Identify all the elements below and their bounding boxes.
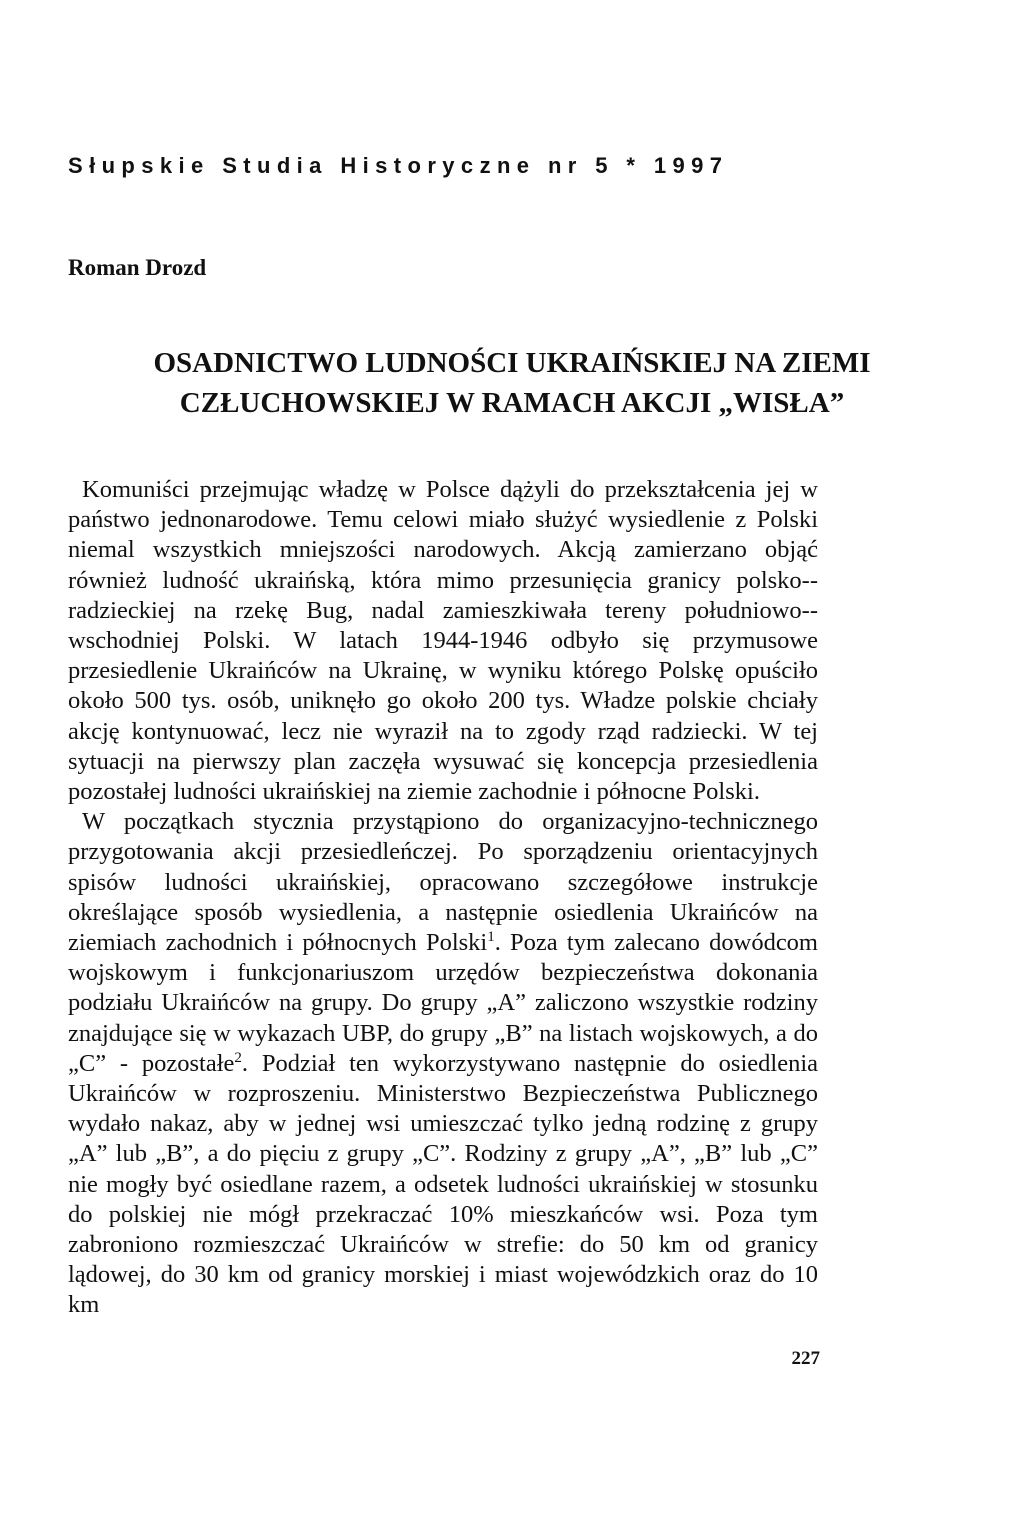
paragraph-2: [68, 807, 818, 1320]
journal-header: Słupskie Studia Historyczne nr 5 * 1997: [68, 153, 729, 178]
paragraph-1: Komuniści przejmując władzę w Polsce dążyli do przekształcenia jej w państwo jednonarodowe. Temu celowi miało służyć wysiedlenie z Polski niemal wszystkich mniejszości narodowych. Akcją zamierzano objąć również ludność ukraińską, która mimo przesunięcia granicy polsko--radzieckiej na rzekę Bug, nadal zamieszkiwała tereny południowo--wschodniej Polski. W latach 1944-1946 odbyło się przymusowe przesiedlenie Ukraińców na Ukrainę, w wyniku którego Polskę opuściło około 500 tys. osób, uniknęło go około 200 tys. Władze polskie chciały akcję kontynuować, lecz nie wyraził na to zgody rząd radziecki. W tej sytuacji na pierwszy plan zaczęła wysuwać się koncepcja przesiedlenia pozostałej ludności ukraińskiej na ziemie zachodnie i północne Polski.: [68, 476, 818, 806]
page-number: 227: [791, 1348, 820, 1369]
article-body: [68, 475, 818, 1321]
footnote-marker-2[interactable]: 2: [234, 1049, 242, 1066]
title-line-2: CZŁUCHOWSKIEJ W RAMACH AKCJI „WISŁA”: [179, 387, 845, 419]
footnote-marker-1[interactable]: 1: [487, 928, 495, 945]
paragraph-2-part-2: . Poza tym zalecano dowódcom wojskowym i funkcjonariuszom urzędów bezpieczeństwa dokonania podziału Ukraińców na grupy. Do grupy „A” zaliczono wszystkie rodziny znajdujące się w wykazach UBP, do grupy „B” na listach wojskowych, a do „C” - pozostałe: [68, 929, 818, 1077]
author-name: Roman Drozd: [68, 255, 207, 280]
title-line-1: OSADNICTWO LUDNOŚCI UKRAIŃSKIEJ NA ZIEMI: [153, 347, 871, 379]
paragraph-2-part-1: W początkach stycznia przystąpiono do organizacyjno-technicznego przygotowania akcji przesiedleńczej. Po sporządzeniu orientacyjnych spisów ludności ukraińskiej, opracowano szczegółowe instrukcje określające sposób wysiedlenia, a następnie osiedlenia Ukraińców na ziemiach zachodnich i północnych Polski: [68, 808, 818, 957]
paragraph-2-part-3: . Podział ten wykorzystywano następnie do osiedlenia Ukraińców w rozproszeniu. Ministerstwo Bezpieczeństwa Publicznego wydało nakaz, aby w jednej wsi umieszczać tylko jedną rodzinę z grupy „A” lub „B”, a do pięciu z grupy „C”. Rodziny z grupy „A”, „B” lub „C” nie mogły być osiedlane razem, a odsetek ludności ukraińskiej w stosunku do polskiej nie mógł przekraczać 10% mieszkańców wsi. Poza tym zabroniono rozmieszczać Ukraińców w strefie: do 50 km od granicy lądowej, do 30 km od granicy morskiej i miast wojewódzkich oraz do 10 km: [68, 1049, 818, 1319]
article-title: [0, 343, 1024, 423]
